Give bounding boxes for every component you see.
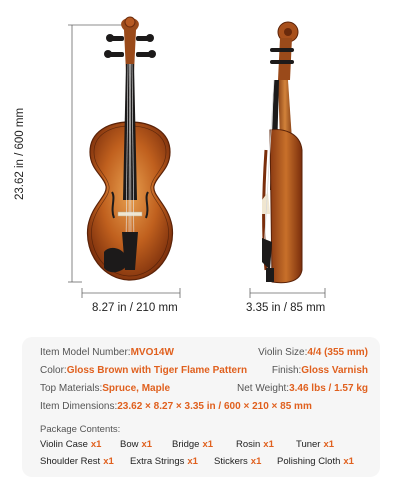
- spec-row-dimensions: [40, 400, 368, 414]
- package-item-qty: x1: [323, 439, 335, 450]
- package-item-qty: x1: [343, 456, 354, 467]
- package-item-qty: x1: [103, 456, 114, 467]
- top-materials-value: Spruce, Maple: [102, 383, 171, 394]
- package-row-2: [40, 455, 370, 468]
- package-item: [214, 455, 261, 468]
- package-item-name: Violin Case: [40, 439, 88, 450]
- finish-value: Gloss Varnish: [301, 365, 368, 376]
- package-row-1: [40, 438, 370, 451]
- item-dimensions-label: Item Dimensions:: [40, 401, 118, 412]
- package-item-qty: x1: [263, 439, 274, 450]
- weight-field: [237, 382, 368, 396]
- model-value: MVO14W: [130, 347, 174, 358]
- depth-dimension-line: [250, 288, 325, 298]
- depth-dimension-label: 3.35 in / 85 mm: [246, 302, 326, 314]
- size-field: [258, 346, 368, 360]
- package-item-name: Rosin: [236, 439, 261, 450]
- package-item: [172, 438, 213, 451]
- package-contents-title: Package Contents:: [40, 424, 121, 435]
- package-item-name: Extra Strings: [130, 456, 185, 467]
- model-label: Item Model Number:: [40, 347, 131, 358]
- violin-side-view: [262, 22, 302, 283]
- package-item-name: Shoulder Rest: [40, 456, 101, 467]
- package-item-qty: x1: [202, 439, 214, 450]
- package-item: [296, 438, 334, 451]
- violin-front-view: [87, 17, 172, 280]
- width-dimension-line: [82, 288, 180, 298]
- package-item-name: Bridge: [172, 439, 200, 450]
- package-item: [236, 438, 274, 451]
- color-value: Gloss Brown with Tiger Flame Pattern: [66, 365, 248, 376]
- package-item-name: Tuner: [296, 439, 321, 450]
- package-item: [277, 455, 354, 468]
- package-item-name: Bow: [120, 439, 139, 450]
- package-item-qty: x1: [141, 439, 153, 450]
- package-item-name: Stickers: [214, 456, 248, 467]
- package-item-qty: x1: [90, 439, 102, 450]
- weight-value: 3.46 lbs / 1.57 kg: [289, 383, 368, 394]
- package-item: [40, 455, 114, 468]
- package-item: [130, 455, 198, 468]
- spec-row-materials: [40, 382, 368, 396]
- finish-label: Finish:: [271, 365, 302, 376]
- finish-field: [272, 364, 368, 378]
- spec-row-model: [40, 346, 368, 360]
- spec-card: [22, 337, 380, 477]
- color-label: Color:: [40, 365, 67, 376]
- width-dimension-label: 8.27 in / 210 mm: [92, 302, 178, 314]
- top-materials-label: Top Materials:: [40, 383, 103, 394]
- size-value: 4/4 (355 mm): [307, 347, 368, 358]
- item-dimensions-value: 23.62 × 8.27 × 3.35 in / 600 × 210 × 85 mm: [117, 401, 312, 412]
- spec-row-color: [40, 364, 368, 378]
- height-dimension-label: 23.62 in / 600 mm: [14, 107, 26, 200]
- size-label: Violin Size:: [258, 347, 308, 358]
- package-item: [120, 438, 152, 451]
- weight-label: Net Weight:: [237, 383, 290, 394]
- package-item-qty: x1: [187, 456, 198, 467]
- package-item: [40, 438, 101, 451]
- package-item-qty: x1: [250, 456, 262, 467]
- package-item-name: Polishing Cloth: [277, 456, 341, 467]
